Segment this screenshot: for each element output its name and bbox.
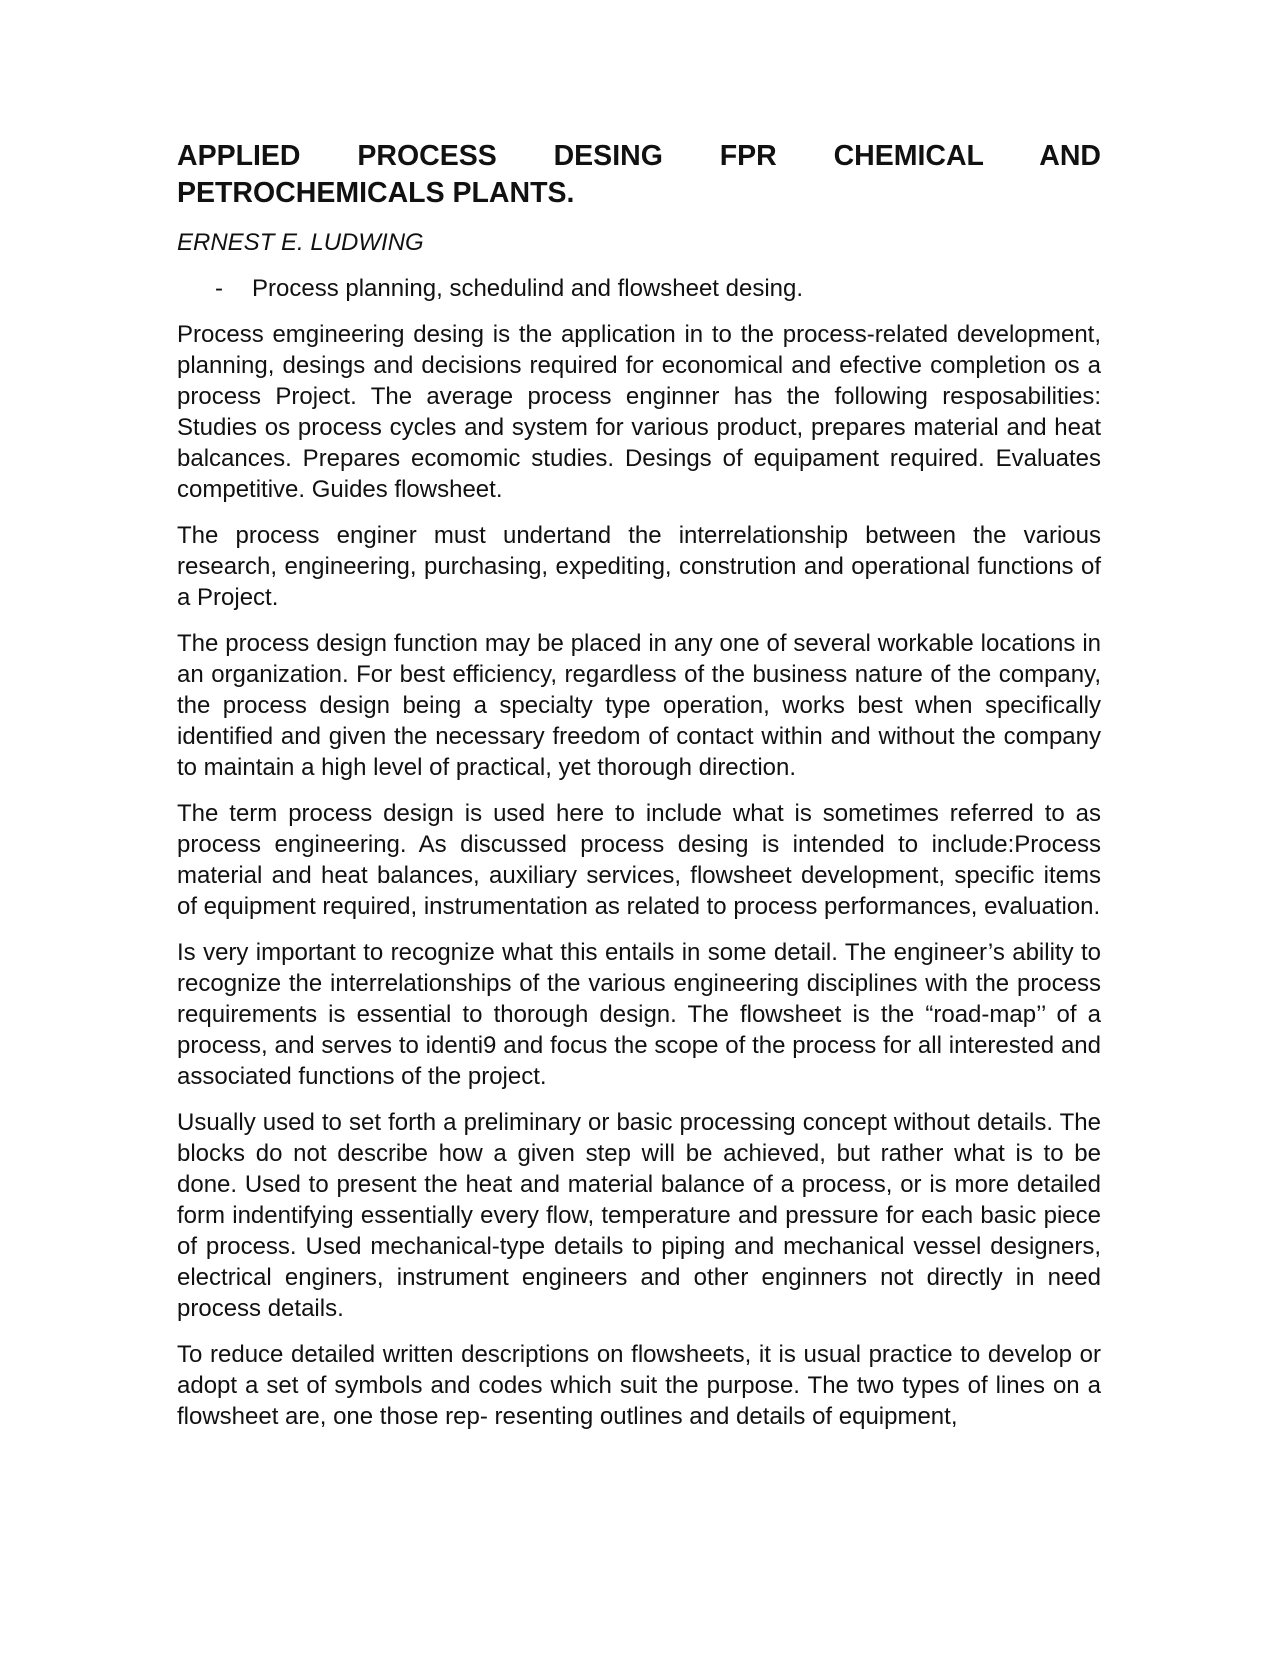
paragraph-1: Process emgineering desing is the application in to the process-related development, planning, desings and decisions required for economical and efective completion os a process Project. The average process enginner has the following resposabilities: Studies os process cycles and system for various product, prepares material and heat balcances. Prepares ecomomic studies. Desings of equipament required. Evaluates competitive. Guides flowsheet. [177,321,1101,503]
document-title: APPLIED PROCESS DESING FPR CHEMICAL AND PETROCHEMICALS PLANTS. [177,140,1101,209]
paragraph-7: To reduce detailed written descriptions on flowsheets, it is usual practice to develop or adopt a set of symbols and codes which suit the purpose. The two types of lines on a flowsheet are, one those rep- resenting outlines and details of equipment, [177,1341,1101,1430]
paragraph-2: The process enginer must undertand the interrelationship between the various research, engineering, purchasing, expediting, constrution and operational functions of a Project. [177,522,1101,611]
bullet-text: Process planning, schedulind and flowsheet desing. [252,275,804,302]
bullet-item [177,274,1101,304]
paragraph-3: The process design function may be placed in any one of several workable locations in an organization. For best efficiency, regardless of the business nature of the company, the process design being a specialty type operation, works best when specifically identified and given the necessary freedom of contact within and without the company to maintain a high level of practical, yet thorough direction. [177,630,1101,781]
document-page [177,138,1101,1447]
paragraph-4: The term process design is used here to include what is sometimes referred to as process engineering. As discussed process desing is intended to include:Process material and heat balances, auxiliary services, flowsheet development, specific items of equipment required, instrumentation as related to process performances, evaluation. [177,800,1101,920]
document-author: ERNEST E. LUDWING [177,229,424,256]
bullet-marker: - [215,275,223,302]
paragraph-6: Usually used to set forth a preliminary or basic processing concept without details. The blocks do not describe how a given step will be achieved, but rather what is to be done. Used to present the heat and material balance of a process, or is more detailed form indentifying essentially every flow, temperature and pressure for each basic piece of process. Used mechanical-type details to piping and mechanical vessel designers, electrical enginers, instrument engineers and other enginners not directly in need process details. [177,1109,1101,1322]
paragraph-5: Is very important to recognize what this entails in some detail. The engineer’s ability to recognize the interrelationships of the various engineering disciplines with the process requirements is essential to thorough design. The flowsheet is the “road-map’’ of a process, and serves to identi9 and focus the scope of the process for all interested and associated functions of the project. [177,939,1101,1090]
